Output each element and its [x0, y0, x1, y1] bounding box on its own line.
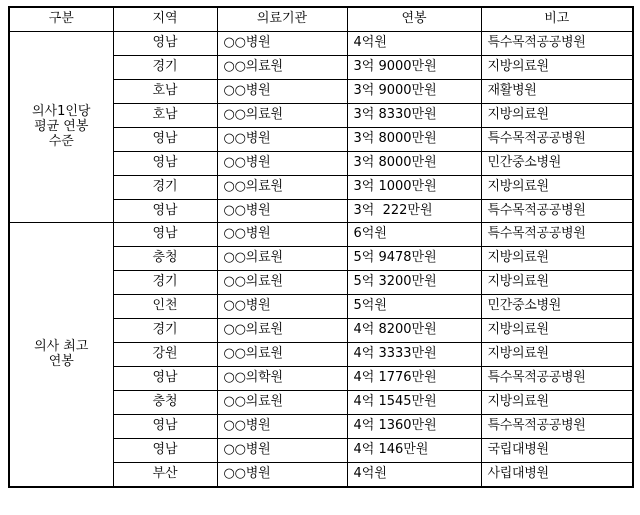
salary-cell-text: 3억 1000만원 — [347, 175, 481, 199]
note-cell-text: 국립대병원 — [481, 438, 633, 462]
institution-cell-text: ○○병원 — [217, 151, 347, 175]
note-cell-text: 민간중소병원 — [481, 295, 633, 319]
note-cell-text: 지방의료원 — [481, 55, 633, 79]
note-cell-text: 민간중소병원 — [481, 151, 633, 175]
note-cell-text: 특수목적공공병원 — [481, 414, 633, 438]
institution-cell-text: ○○의료원 — [217, 271, 347, 295]
salary-cell-text: 4억 146만원 — [347, 438, 481, 462]
institution-cell-text: ○○병원 — [217, 199, 347, 223]
institution-cell-text: ○○의료원 — [217, 391, 347, 415]
region-cell-text: 영남 — [113, 367, 217, 391]
column-header-institution: 의료기관 — [217, 7, 347, 31]
column-header-region: 지역 — [113, 7, 217, 31]
note-cell-text: 특수목적공공병원 — [481, 199, 633, 223]
note-cell-text: 특수목적공공병원 — [481, 127, 633, 151]
table-row — [9, 31, 633, 55]
column-header-salary: 연봉 — [347, 7, 481, 31]
institution-cell-text: ○○의료원 — [217, 175, 347, 199]
note-cell-text: 지방의료원 — [481, 391, 633, 415]
note-cell-text: 특수목적공공병원 — [481, 31, 633, 55]
region-cell-text: 경기 — [113, 319, 217, 343]
group-label-cell — [9, 223, 113, 487]
region-cell-text: 영남 — [113, 199, 217, 223]
institution-cell-text: ○○의학원 — [217, 367, 347, 391]
note-cell-text: 지방의료원 — [481, 319, 633, 343]
region-cell-text: 영남 — [113, 414, 217, 438]
salary-cell-text: 4억 3333만원 — [347, 343, 481, 367]
institution-cell-text: ○○의료원 — [217, 103, 347, 127]
region-cell-text: 영남 — [113, 127, 217, 151]
region-cell-text: 인천 — [113, 295, 217, 319]
region-cell-text: 호남 — [113, 79, 217, 103]
salary-cell-text: 3억 222만원 — [347, 199, 481, 223]
salary-cell-text: 4억 1360만원 — [347, 414, 481, 438]
table-body — [9, 31, 633, 486]
note-cell-text: 지방의료원 — [481, 343, 633, 367]
salary-cell-text: 4억 1545만원 — [347, 391, 481, 415]
salary-cell-text: 3억 9000만원 — [347, 79, 481, 103]
salary-cell-text: 3억 8000만원 — [347, 151, 481, 175]
institution-cell-text: ○○병원 — [217, 31, 347, 55]
column-header-group: 구분 — [9, 7, 113, 31]
salary-table — [8, 6, 634, 488]
institution-cell-text: ○○병원 — [217, 79, 347, 103]
note-cell-text: 지방의료원 — [481, 271, 633, 295]
salary-cell-text: 4억 8200만원 — [347, 319, 481, 343]
salary-cell-text: 5억원 — [347, 295, 481, 319]
note-cell-text: 지방의료원 — [481, 103, 633, 127]
note-cell-text: 지방의료원 — [481, 247, 633, 271]
group-label-line: 의사1인당 — [31, 103, 91, 119]
institution-cell-text: ○○병원 — [217, 295, 347, 319]
salary-cell-text: 6억원 — [347, 223, 481, 247]
region-cell-text: 강원 — [113, 343, 217, 367]
note-cell-text: 특수목적공공병원 — [481, 223, 633, 247]
group-label-line: 평균 연봉 — [34, 118, 89, 134]
institution-cell-text: ○○의료원 — [217, 343, 347, 367]
note-cell-text: 재활병원 — [481, 79, 633, 103]
salary-cell-text: 4억 1776만원 — [347, 367, 481, 391]
institution-cell-text: ○○병원 — [217, 223, 347, 247]
region-cell-text: 영남 — [113, 223, 217, 247]
institution-cell-text: ○○의료원 — [217, 247, 347, 271]
note-cell-text: 특수목적공공병원 — [481, 367, 633, 391]
region-cell-text: 영남 — [113, 31, 217, 55]
table-row — [9, 223, 633, 247]
salary-cell-text: 3억 8000만원 — [347, 127, 481, 151]
column-header-note: 비고 — [481, 7, 633, 31]
institution-cell-text: ○○병원 — [217, 462, 347, 486]
note-cell-text: 지방의료원 — [481, 175, 633, 199]
institution-cell-text: ○○의료원 — [217, 55, 347, 79]
group-label-line: 연봉 — [48, 353, 74, 369]
institution-cell-text: ○○병원 — [217, 438, 347, 462]
salary-cell-text: 4억원 — [347, 31, 481, 55]
group-label-line: 의사 최고 — [34, 338, 89, 354]
salary-cell-text: 3억 9000만원 — [347, 55, 481, 79]
salary-cell-text: 5억 3200만원 — [347, 271, 481, 295]
region-cell-text: 경기 — [113, 175, 217, 199]
table-header — [9, 7, 633, 31]
group-label-line: 수준 — [48, 133, 74, 149]
note-cell-text: 사립대병원 — [481, 462, 633, 486]
table-header-row — [9, 7, 633, 31]
region-cell-text: 영남 — [113, 438, 217, 462]
region-cell-text: 호남 — [113, 103, 217, 127]
region-cell-text: 경기 — [113, 271, 217, 295]
salary-cell-text: 5억 9478만원 — [347, 247, 481, 271]
region-cell-text: 영남 — [113, 151, 217, 175]
institution-cell-text: ○○병원 — [217, 414, 347, 438]
salary-cell-text: 3억 8330만원 — [347, 103, 481, 127]
institution-cell-text: ○○병원 — [217, 127, 347, 151]
region-cell-text: 충청 — [113, 391, 217, 415]
region-cell-text: 충청 — [113, 247, 217, 271]
salary-cell-text: 4억원 — [347, 462, 481, 486]
region-cell-text: 경기 — [113, 55, 217, 79]
group-label-cell — [9, 31, 113, 223]
region-cell-text: 부산 — [113, 462, 217, 486]
institution-cell-text: ○○의료원 — [217, 319, 347, 343]
